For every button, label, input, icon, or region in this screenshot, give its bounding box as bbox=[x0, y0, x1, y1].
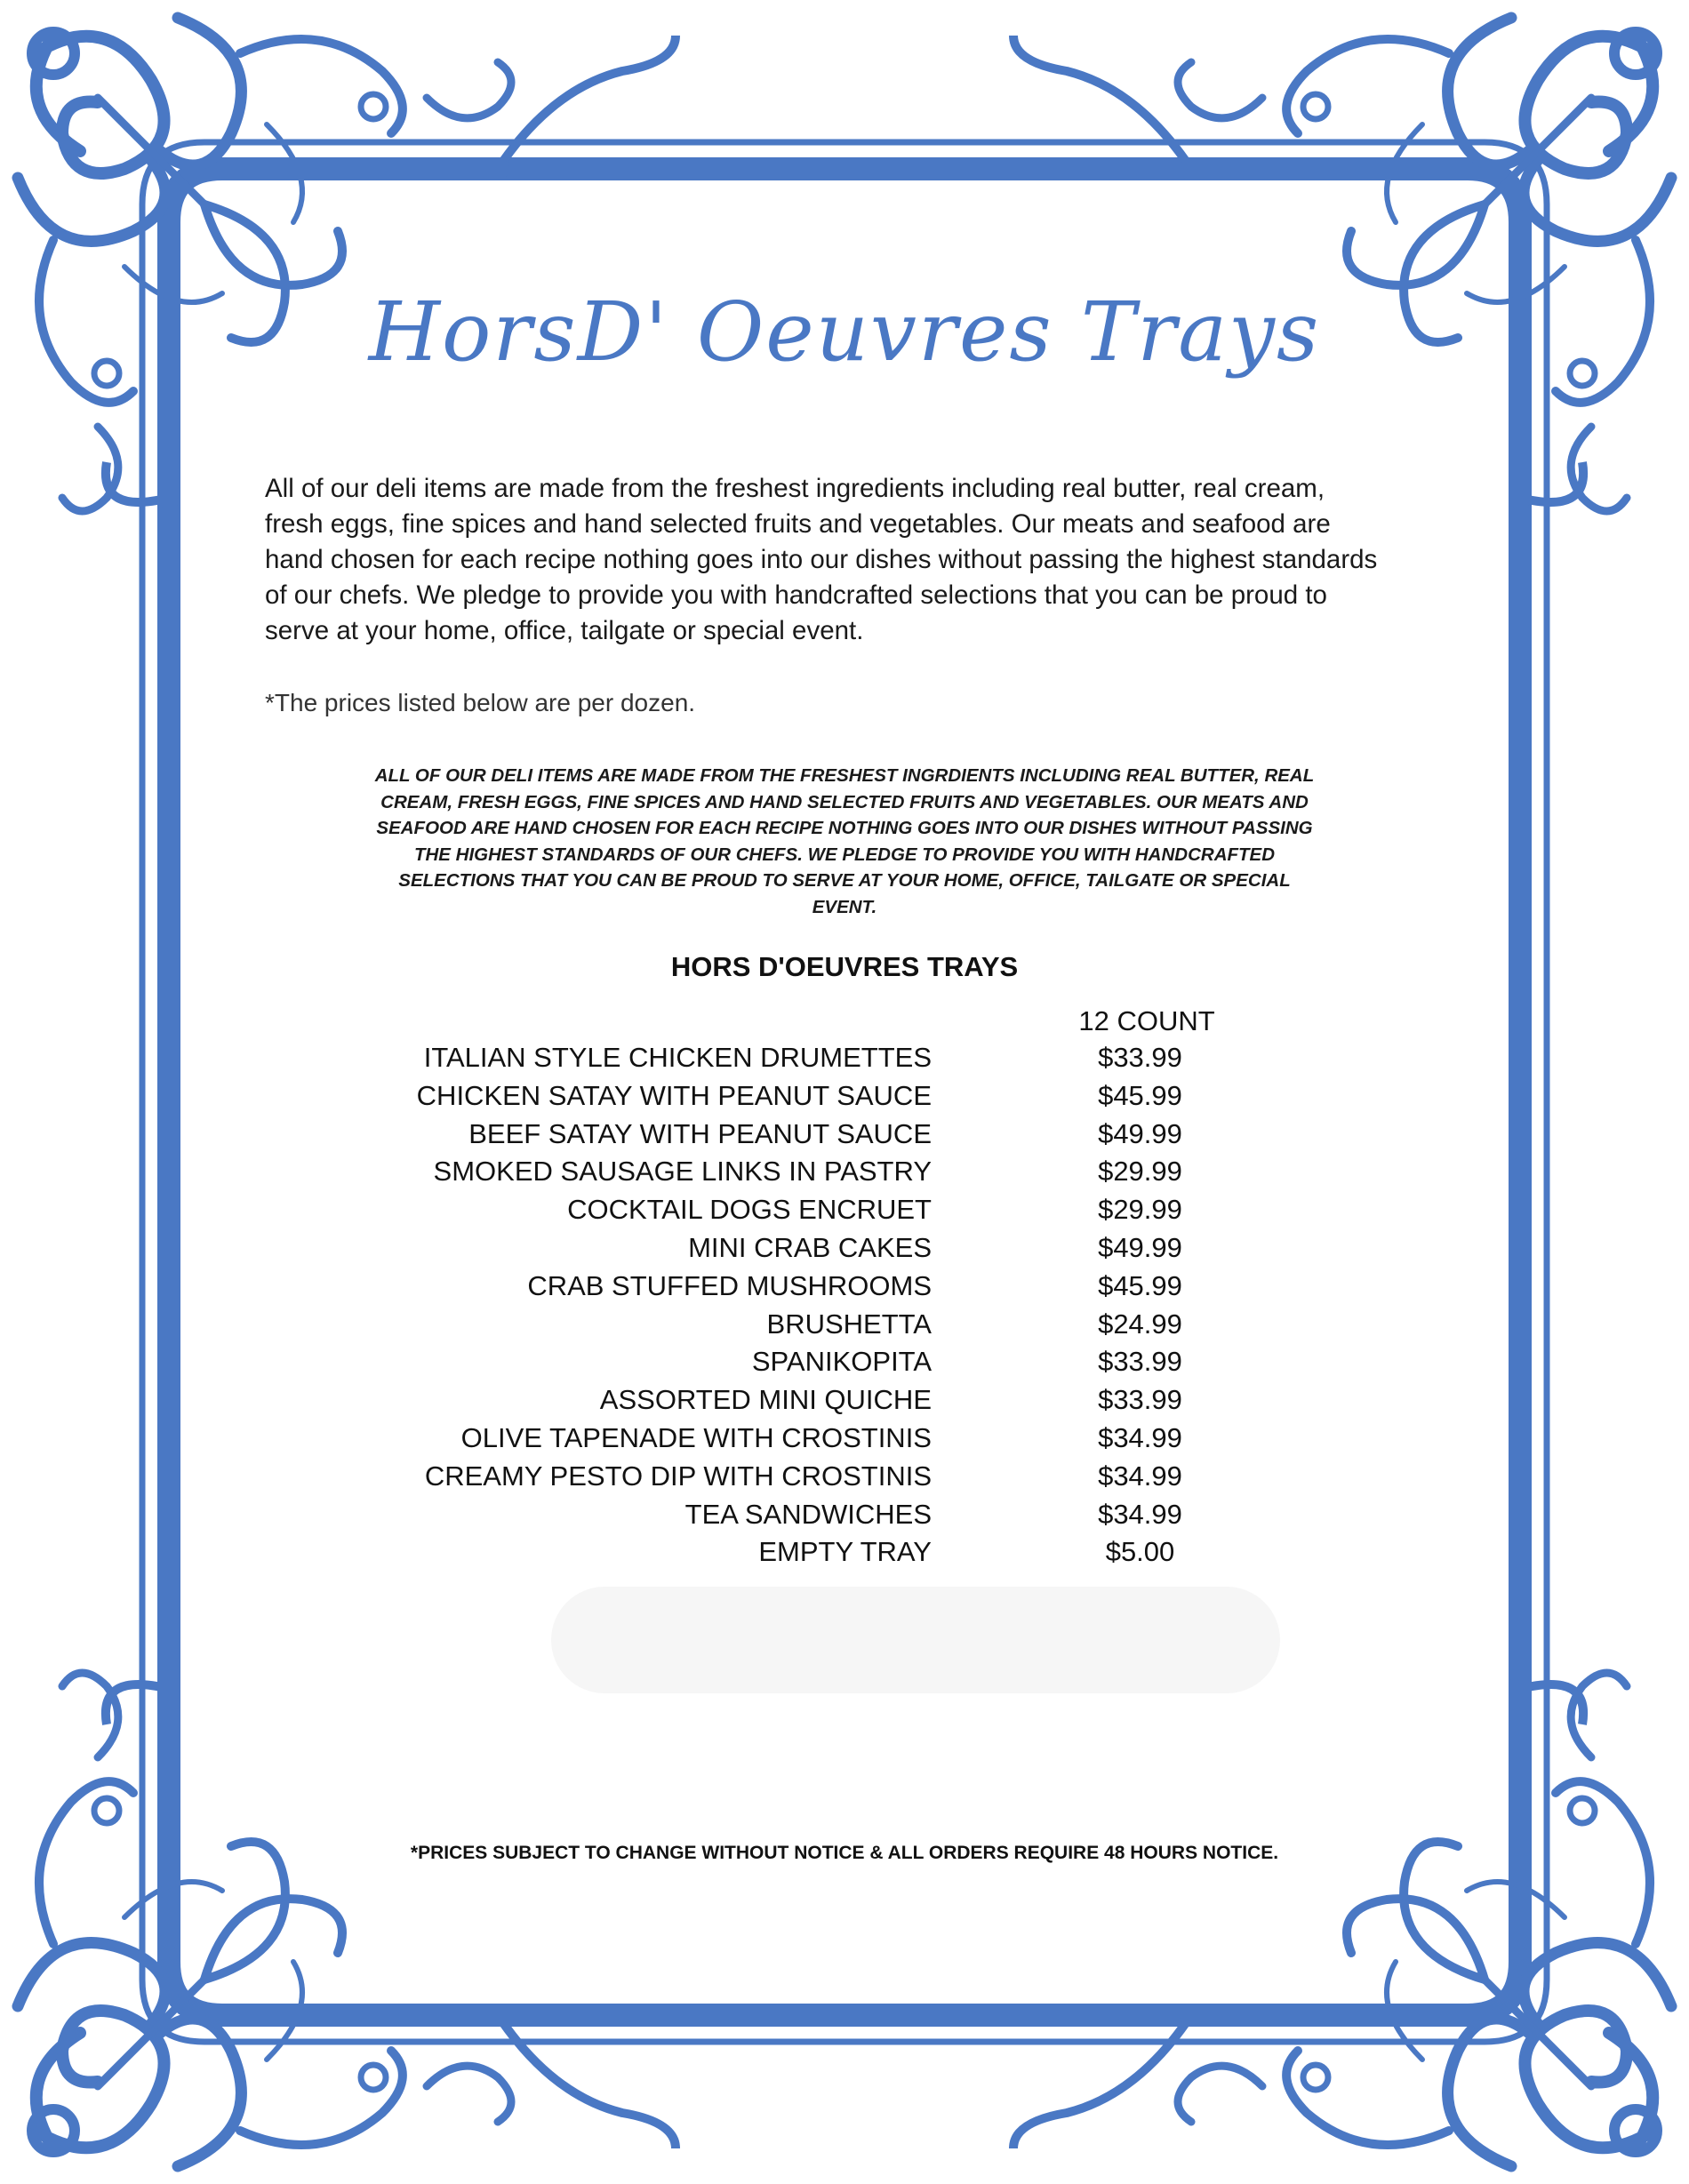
item-name: SMOKED SAUSAGE LINKS IN PASTRY bbox=[433, 1156, 932, 1188]
item-price: $49.99 bbox=[1098, 1231, 1182, 1263]
intro-line: All of our deli items are made from the freshest ingredients including real butter, real cream, bbox=[265, 474, 1325, 503]
menu-item bbox=[0, 1156, 1689, 1194]
item-name: MINI CRAB CAKES bbox=[688, 1231, 932, 1263]
item-name: TEA SANDWICHES bbox=[684, 1498, 932, 1530]
menu-item bbox=[0, 1422, 1689, 1460]
item-price: $49.99 bbox=[1098, 1117, 1182, 1149]
menu-item bbox=[0, 1536, 1689, 1574]
caps-line: THE HIGHEST STANDARDS OF OUR CHEFS. WE PLEDGE TO PROVIDE YOU WITH HANDCRAFTED bbox=[413, 844, 1276, 865]
caps-line: CREAM, FRESH EGGS, FINE SPICES AND HAND SELECTED FRUITS AND VEGETABLES. OUR MEATS AND bbox=[380, 791, 1309, 812]
menu-list bbox=[0, 1042, 1689, 1574]
menu-item bbox=[0, 1308, 1689, 1347]
menu-item bbox=[0, 1194, 1689, 1232]
item-name: EMPTY TRAY bbox=[758, 1536, 932, 1568]
item-price: $5.00 bbox=[1105, 1536, 1175, 1568]
item-name: COCKTAIL DOGS ENCRUET bbox=[567, 1194, 932, 1226]
menu-item bbox=[0, 1080, 1689, 1118]
intro-line: fresh eggs, fine spices and hand selected fruits and vegetables. Our meats and seafood are bbox=[265, 509, 1331, 539]
price-note: *The prices listed below are per dozen. bbox=[265, 689, 696, 716]
item-name: CRAB STUFFED MUSHROOMS bbox=[527, 1269, 932, 1301]
item-price: $33.99 bbox=[1098, 1042, 1182, 1073]
item-price: $34.99 bbox=[1098, 1460, 1182, 1492]
menu-item bbox=[0, 1346, 1689, 1384]
caps-line: SEAFOOD ARE HAND CHOSEN FOR EACH RECIPE NOTHING GOES INTO OUR DISHES WITHOUT PASSING bbox=[376, 818, 1313, 838]
menu-item bbox=[0, 1232, 1689, 1270]
item-price: $33.99 bbox=[1098, 1384, 1182, 1416]
item-price: $45.99 bbox=[1098, 1269, 1182, 1301]
item-price: $33.99 bbox=[1098, 1346, 1182, 1378]
caps-line: SELECTIONS THAT YOU CAN BE PROUD TO SERVE AT YOUR HOME, OFFICE, TAILGATE OR SPECIAL bbox=[398, 870, 1291, 891]
item-name: BRUSHETTA bbox=[766, 1308, 932, 1340]
item-name: SPANIKOPITA bbox=[751, 1346, 932, 1378]
item-price: $34.99 bbox=[1098, 1421, 1182, 1453]
faint-background-shape bbox=[551, 1587, 1280, 1693]
menu-item bbox=[0, 1499, 1689, 1537]
menu-item bbox=[0, 1042, 1689, 1080]
item-price: $24.99 bbox=[1098, 1308, 1182, 1340]
intro-line: serve at your home, office, tailgate or special event. bbox=[265, 616, 864, 645]
item-price: $34.99 bbox=[1098, 1498, 1182, 1530]
menu-item bbox=[0, 1384, 1689, 1422]
menu-item bbox=[0, 1118, 1689, 1156]
caps-paragraph bbox=[373, 763, 1316, 920]
caps-line: EVENT. bbox=[812, 896, 877, 917]
item-price: $29.99 bbox=[1098, 1194, 1182, 1226]
item-name: CHICKEN SATAY WITH PEANUT SAUCE bbox=[416, 1079, 932, 1111]
intro-line: of our chefs. We pledge to provide you with handcrafted selections that you can be proud to bbox=[265, 580, 1327, 610]
item-price: $29.99 bbox=[1098, 1156, 1182, 1188]
caps-line: ALL OF OUR DELI ITEMS ARE MADE FROM THE FRESHEST INGRDIENTS INCLUDING REAL BUTTER, REAL bbox=[374, 765, 1315, 786]
item-price: $45.99 bbox=[1098, 1079, 1182, 1111]
item-name: CREAMY PESTO DIP WITH CROSTINIS bbox=[424, 1460, 932, 1492]
menu-item bbox=[0, 1270, 1689, 1308]
menu-heading: HORS D'OEUVRES TRAYS bbox=[670, 951, 1019, 982]
item-name: ITALIAN STYLE CHICKEN DRUMETTES bbox=[423, 1042, 932, 1073]
page-title: HorsD' Oeuvres Trays bbox=[368, 284, 1321, 380]
intro-line: hand chosen for each recipe nothing goes into our dishes without passing the highest standards bbox=[265, 545, 1378, 574]
item-name: ASSORTED MINI QUICHE bbox=[599, 1384, 932, 1416]
menu-item bbox=[0, 1460, 1689, 1499]
item-name: OLIVE TAPENADE WITH CROSTINIS bbox=[460, 1421, 932, 1453]
footer-disclaimer: *PRICES SUBJECT TO CHANGE WITHOUT NOTICE & ALL ORDERS REQUIRE 48 HOURS NOTICE. bbox=[410, 1843, 1279, 1863]
item-name: BEEF SATAY WITH PEANUT SAUCE bbox=[468, 1117, 932, 1149]
count-header: 12 COUNT bbox=[1078, 1005, 1215, 1036]
intro-paragraph bbox=[265, 471, 1447, 649]
